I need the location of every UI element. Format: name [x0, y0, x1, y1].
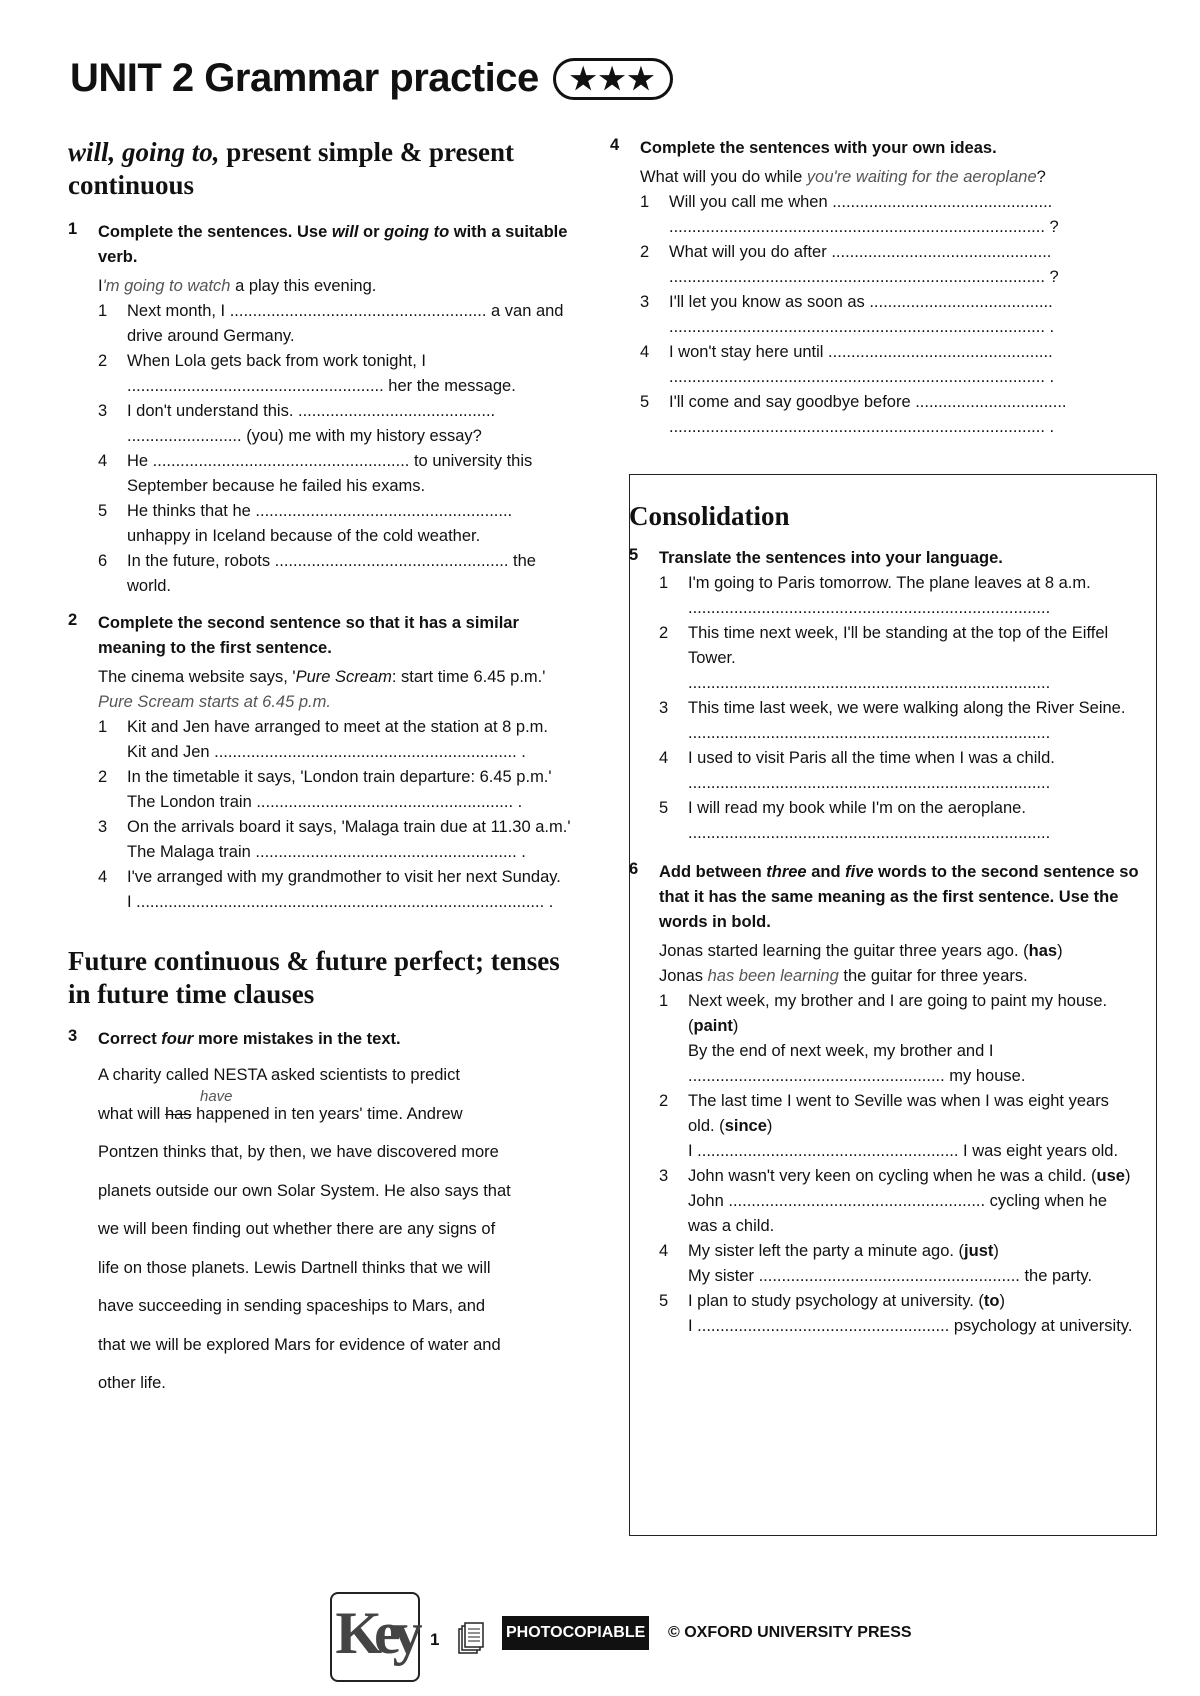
item-text: I don't understand this. ........................................... ......................... (you) me with my history essay?	[127, 402, 496, 445]
list-item: 3 John wasn't very keen on cycling when he was a child. (use) John ........................................................ cycling when he was a child.	[659, 1164, 1139, 1239]
item-text: I'll come and say goodbye before .................................	[669, 393, 1067, 411]
exercise-3-text: have A charity called NESTA asked scientists to predict what will has happened in ten years' time. Andrew Pontzen thinks that, by then, we have discovered more planets outside our own Solar System. He also says that we will been finding out whether there are any signs of life on those planets. Lewis Dartnell thinks that we will have succeeding in sending spaceships to Mars, and that we will be explored Mars for evidence of water and other life.	[98, 1066, 511, 1392]
answer-line[interactable]: .................................................................................. ?	[669, 268, 1059, 286]
exercise-4-instruction: Complete the sentences with your own ideas.	[640, 139, 997, 157]
item-number: 2	[98, 768, 108, 786]
list-item	[98, 299, 578, 349]
item-text: I won't stay here until .................................................	[669, 343, 1053, 361]
exercise-2-example: The cinema website says, 'Pure Scream: start time 6.45 p.m.'	[98, 668, 546, 686]
exercise-3-instruction: Correct four more mistakes in the text.	[98, 1030, 401, 1048]
section2-heading: Future continuous & future perfect; tenses in future time clauses	[68, 946, 560, 1009]
item-number: 2	[640, 243, 650, 261]
correction-note: have	[200, 1088, 233, 1105]
item-number: 4	[98, 452, 108, 470]
item-number: 4	[659, 1242, 669, 1260]
list-item	[640, 240, 1135, 290]
item-text: I'll let you know as soon as ........................................	[669, 293, 1053, 311]
exercise-4: 4 Complete the sentences with your own ideas. What will you do while you're waiting for the aeroplane? 1 Will you call me when ................................................ .................................................................................. ? 2 What will you do after ................................................ .................................................................................. ? 3 I'll let you know as soon as ........................................ .................................................................................. . 4 I won't stay here until ................................................. .................................................................................. . 5 I'll come and say goodbye before ................................. .................................................................................. .	[640, 136, 1135, 440]
list-item	[640, 390, 1135, 440]
list-item	[98, 865, 578, 915]
list-item	[640, 290, 1135, 340]
item-number: 1	[659, 992, 669, 1010]
item-text: I used to visit Paris all the time when I was a child.	[688, 749, 1055, 767]
section1-heading: will, going to, present simple & present continuous	[68, 137, 515, 200]
answer-line[interactable]: ...............................................................................	[688, 599, 1051, 617]
item-text: He thinks that he ........................................................ unhappy in Iceland because of the cold weather.	[127, 502, 513, 545]
left-column	[68, 136, 578, 1403]
list-item	[98, 765, 578, 815]
item-number: 4	[98, 868, 108, 886]
answer-line[interactable]: .................................................................................. .	[669, 368, 1055, 386]
answer-line[interactable]: .................................................................................. ?	[669, 218, 1059, 236]
exercise-6-example-answer: Jonas has been learning the guitar for three years.	[659, 967, 1028, 985]
item-number: 5	[98, 502, 108, 520]
publisher-copyright: © OXFORD UNIVERSITY PRESS	[668, 1624, 912, 1641]
item-text: I've arranged with my grandmother to visit her next Sunday.	[127, 868, 561, 886]
item-number: 1	[659, 574, 669, 592]
right-column	[610, 136, 1135, 440]
list-item: 5 I plan to study psychology at university. (to) I ....................................................... psychology at university.	[659, 1289, 1139, 1339]
answer-line[interactable]: ...............................................................................	[688, 724, 1051, 742]
list-item	[98, 815, 578, 865]
item-number: 1	[98, 302, 108, 320]
exercise-1-example: I'm going to watch a play this evening.	[98, 277, 377, 295]
item-number: 3	[659, 699, 669, 717]
page-title: UNIT 2 Grammar practice ★★★	[70, 56, 673, 101]
list-item	[659, 571, 1139, 621]
exercise-2-instruction: Complete the second sentence so that it has a similar meaning to the first sentence.	[98, 614, 519, 657]
item-number: 5	[659, 1292, 669, 1310]
item-text: He ........................................................ to university this September because he failed his exams.	[127, 452, 533, 495]
item-number: 5	[640, 393, 650, 411]
difficulty-stars-badge: ★★★	[553, 58, 674, 100]
item-text: Kit and Jen have arranged to meet at the station at 8 p.m.	[127, 718, 549, 736]
list-item: 4 My sister left the party a minute ago. (just) My sister ......................................................... the party.	[659, 1239, 1139, 1289]
item-number: 3	[659, 1167, 669, 1185]
answer-line[interactable]: My sister ......................................................... the party.	[688, 1267, 1093, 1285]
footer	[330, 1592, 950, 1672]
consolidation-box	[629, 474, 1157, 1536]
photocopiable-label: PHOTOCOPIABLE	[502, 1616, 649, 1650]
answer-line[interactable]: .................................................................................. .	[669, 318, 1055, 336]
item-text: This time last week, we were walking along the River Seine.	[688, 699, 1126, 717]
item-text: I'm going to Paris tomorrow. The plane leaves at 8 a.m.	[688, 574, 1091, 592]
answer-line[interactable]: By the end of next week, my brother and I ........................................................ my house.	[688, 1042, 1026, 1085]
exercise-5: 5 Translate the sentences into your language. 1 I'm going to Paris tomorrow. The plane leaves at 8 a.m. ............................................................................... 2 This time next week, I'll be standing at the top of the Eiffel Tower. ............................................................................... 3 This time last week, we were walking along the River Seine. ............................................................................... 4 I used to visit Paris all the time when I was a child. ............................................................................... 5 I will read my book while I'm on the aeroplane. ...............................................................................	[629, 546, 1139, 846]
item-number: 4	[659, 749, 669, 767]
exercise-4-example: What will you do while you're waiting for the aeroplane?	[640, 168, 1046, 186]
list-item	[659, 696, 1139, 746]
exercise-6-example: Jonas started learning the guitar three years ago. (has)	[659, 942, 1063, 960]
list-item	[98, 549, 578, 599]
item-number: 3	[98, 402, 108, 420]
item-text: On the arrivals board it says, 'Malaga train due at 11.30 a.m.'	[127, 818, 571, 836]
item-text: I will read my book while I'm on the aeroplane.	[688, 799, 1026, 817]
list-item	[98, 349, 578, 399]
list-item: 1 Next week, my brother and I are going to paint my house. (paint) By the end of next week, my brother and I ........................................................ my house.	[659, 989, 1139, 1089]
list-item	[659, 796, 1139, 846]
list-item	[640, 340, 1135, 390]
item-text: Will you call me when ................................................	[669, 193, 1053, 211]
list-item	[98, 449, 578, 499]
item-text: In the timetable it says, 'London train departure: 6.45 p.m.'	[127, 768, 552, 786]
answer-line[interactable]: I ....................................................... psychology at university.	[688, 1317, 1133, 1335]
list-item	[640, 190, 1135, 240]
answer-line[interactable]: Kit and Jen .................................................................. .	[127, 743, 526, 761]
item-number: 4	[640, 343, 650, 361]
answer-line[interactable]: John ........................................................ cycling when he was a child.	[688, 1192, 1108, 1235]
answer-line[interactable]: I ......................................................... I was eight years old.	[688, 1142, 1119, 1160]
item-number: 3	[640, 293, 650, 311]
item-text: When Lola gets back from work tonight, I ........................................................ her the message.	[127, 352, 516, 395]
item-number: 2	[659, 1092, 669, 1110]
exercise-2-example-answer: Pure Scream starts at 6.45 p.m.	[98, 693, 331, 711]
answer-line[interactable]: I ......................................................................................... .	[127, 893, 554, 911]
list-item	[98, 715, 578, 765]
consolidation-heading: Consolidation	[629, 501, 790, 531]
item-number: 1	[98, 718, 108, 736]
item-number: 6	[98, 552, 108, 570]
list-item	[98, 399, 578, 449]
list-item	[659, 621, 1139, 696]
item-number: 1	[640, 193, 650, 211]
exercise-6: 6 Add between three and five words to the second sentence so that it has the same meaning as the first sentence. Use the words in bold. Jonas started learning the guitar three years ago. (has) Jonas has been learning the guitar for three years. 1 Next week, my brother and I are going to paint my house. (paint) By the end of next week, my brother and I ........................................................ my house. 2 The last time I went to Seville was when I was eight years old. (since) I ......................................................... I was eight years old. 3 John wasn't very keen on cycling when he was a child. (use) John ........................................................ cycling when he was a child. 4 My sister left the party a minute ago. (just) My sister ......................................................... the party. 5 I plan to study psychology at university. (to) I ....................................................... psychology at university.	[629, 860, 1139, 1339]
list-item: 2 The last time I went to Seville was when I was eight years old. (since) I ......................................................... I was eight years old.	[659, 1089, 1139, 1164]
item-number: 5	[659, 799, 669, 817]
item-number: 2	[98, 352, 108, 370]
item-text: In the future, robots ................................................... the world.	[127, 552, 536, 595]
answer-line[interactable]: The London train ........................................................ .	[127, 793, 523, 811]
item-text: This time next week, I'll be standing at the top of the Eiffel Tower.	[688, 624, 1109, 667]
item-number: 2	[659, 624, 669, 642]
answer-line[interactable]: ...............................................................................	[688, 674, 1051, 692]
photocopy-icon	[458, 1622, 484, 1654]
exercise-1: 1 Complete the sentences. Use will or going to with a suitable verb. I'm going to watch a play this evening. 1 Next month, I ........................................................ a van and drive around Germany. 2 When Lola gets back from work tonight, I ........................................................ her the message. 3 I don't understand this. ........................................... ......................... (you) me with my history essay? 4 He ........................................................ to university this September because he failed his exams. 5 He thinks that he ........................................................ unhappy in Iceland because of the cold weather. 6 In the future, robots ................................................... the world.	[68, 220, 578, 599]
exercise-3: 3 Correct four more mistakes in the text. have A charity called NESTA asked scientists to predict what will has happened in ten years' time. Andrew Pontzen thinks that, by then, we have discovered more planets outside our own Solar System. He also says that we will been finding out whether there are any signs of life on those planets. Lewis Dartnell thinks that we will have succeeding in sending spaceships to Mars, and that we will be explored Mars for evidence of water and other life.	[68, 1027, 578, 1403]
answer-line[interactable]: ...............................................................................	[688, 774, 1051, 792]
exercise-6-instruction: Add between three and five words to the second sentence so that it has the same meaning as the first sentence. Use the words in bold.	[659, 863, 1139, 931]
exercise-5-instruction: Translate the sentences into your language.	[659, 549, 1003, 567]
exercise-1-instruction: Complete the sentences. Use will or going to with a suitable verb.	[98, 223, 568, 266]
list-item	[659, 746, 1139, 796]
list-item	[98, 499, 578, 549]
key-logo: Key	[330, 1592, 420, 1682]
answer-line[interactable]: ...............................................................................	[688, 824, 1051, 842]
answer-line[interactable]: The Malaga train ......................................................... .	[127, 843, 526, 861]
item-text: Next month, I ........................................................ a van and drive around Germany.	[127, 302, 564, 345]
answer-line[interactable]: .................................................................................. .	[669, 418, 1055, 436]
item-text: What will you do after ................................................	[669, 243, 1052, 261]
item-number: 3	[98, 818, 108, 836]
struck-word: has	[164, 1104, 192, 1123]
exercise-2: 2 Complete the second sentence so that it has a similar meaning to the first sentence. The cinema website says, 'Pure Scream: start time 6.45 p.m.' Pure Scream starts at 6.45 p.m. 1 Kit and Jen have arranged to meet at the station at 8 p.m. Kit and Jen .................................................................. . 2 In the timetable it says, 'London train departure: 6.45 p.m.' The London train ........................................................ . 3 On the arrivals board it says, 'Malaga train due at 11.30 a.m.' The Malaga train ......................................................... . 4 I've arranged with my grandmother to visit her next Sunday. I ......................................................................................... .	[68, 611, 578, 915]
page-number: 1	[430, 1630, 440, 1649]
